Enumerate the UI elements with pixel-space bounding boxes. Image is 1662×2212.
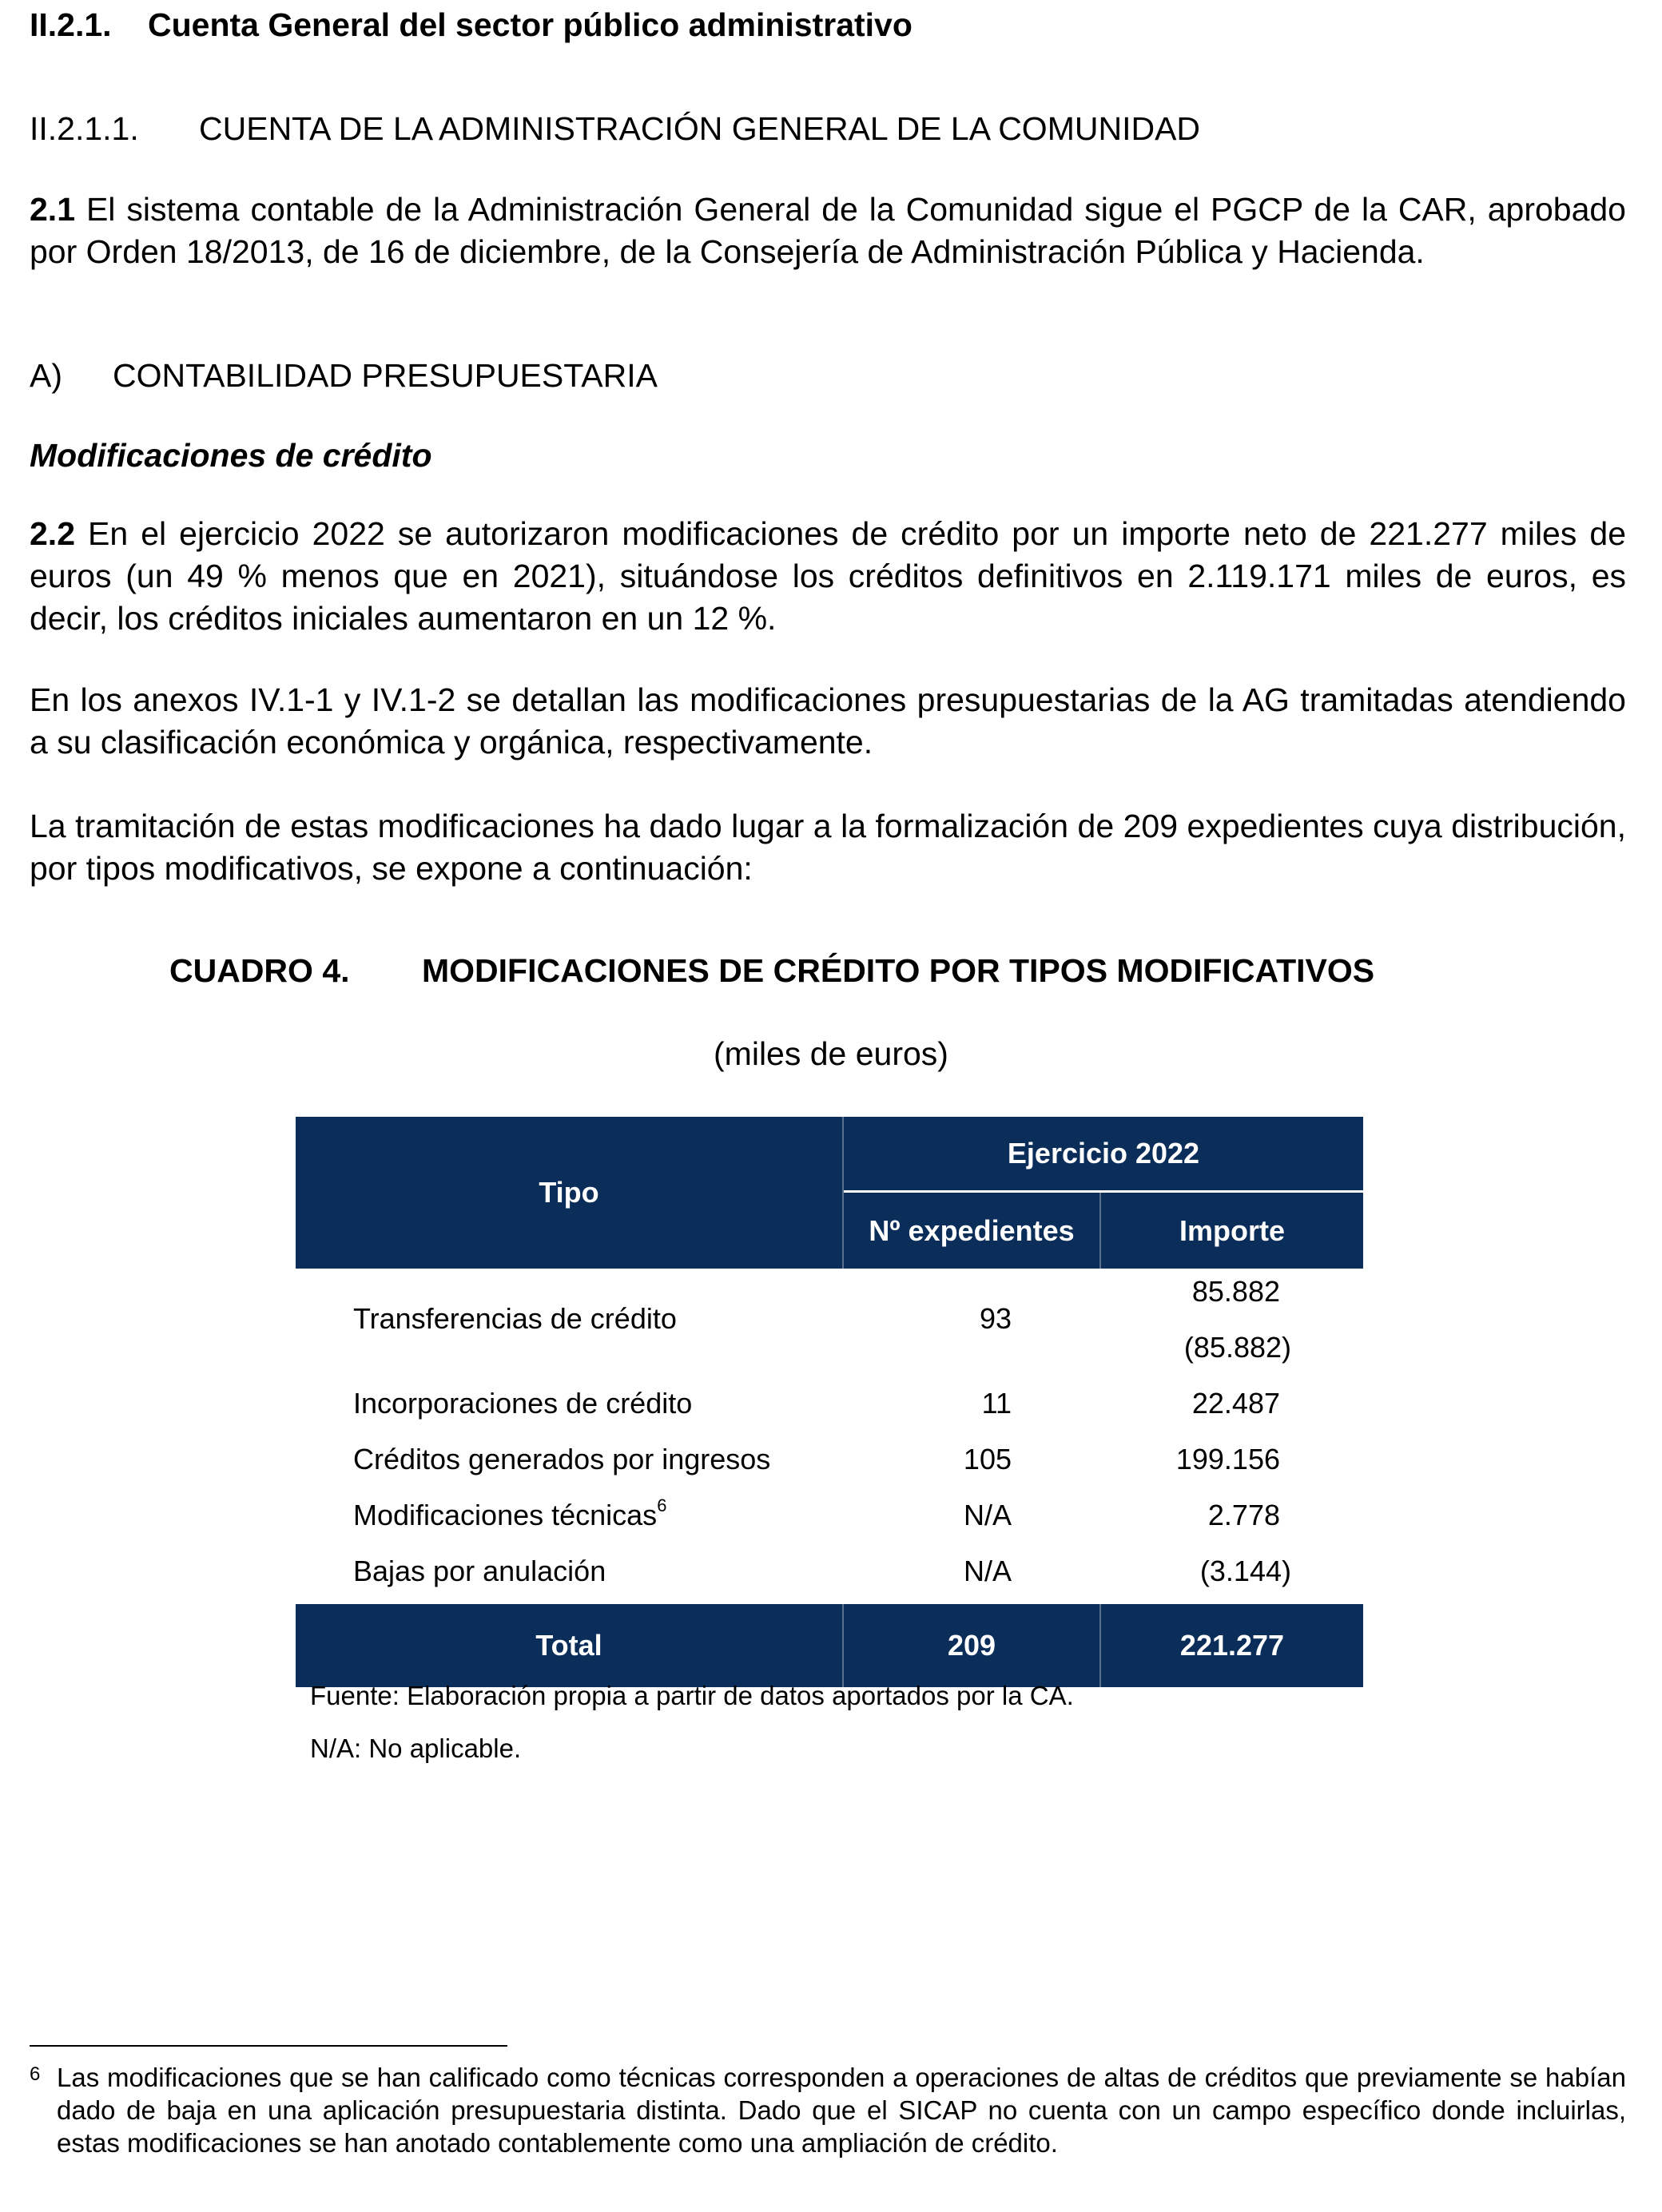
paragraph-2-2	[30, 513, 1626, 640]
table-source-note: Fuente: Elaboración propia a partir de datos aportados por la CA.	[310, 1681, 1074, 1710]
total-expedientes: 209	[844, 1604, 1101, 1687]
table-number: CUADRO 4.	[169, 952, 350, 989]
section-a-title: CONTABILIDAD PRESUPUESTARIA	[113, 357, 658, 394]
row-importe: 22.487	[1191, 1387, 1280, 1420]
header-ejercicio: Ejercicio 2022	[844, 1117, 1363, 1193]
header-importe: Importe	[1179, 1213, 1285, 1247]
row-tipo-text: Modificaciones técnicas	[353, 1499, 658, 1531]
row-tipo	[353, 1495, 667, 1532]
row-tipo: Bajas por anulación	[353, 1555, 606, 1587]
row-importe-negative: (85.882)	[1183, 1331, 1291, 1364]
row-expedientes: N/A	[963, 1555, 1012, 1587]
footnote-divider	[30, 2045, 507, 2047]
table-body	[296, 1269, 1363, 1604]
row-tipo: Incorporaciones de crédito	[353, 1387, 693, 1420]
section-number: II.2.1.	[30, 6, 112, 43]
paragraph-anexos: En los anexos IV.1-1 y IV.1-2 se detallan las modificaciones presupuestarias de la AG tramitadas atendiendo a su clasificación económica y orgánica, respectivamente.	[30, 681, 1626, 760]
row-tipo: Créditos generados por ingresos	[353, 1443, 771, 1475]
table-title: MODIFICACIONES DE CRÉDITO POR TIPOS MODIFICATIVOS	[422, 952, 1375, 989]
table-caption	[169, 952, 1374, 990]
row-expedientes: 105	[963, 1443, 1012, 1475]
footnote-mark: 6	[30, 2063, 41, 2085]
modificaciones-table	[296, 1117, 1363, 1687]
row-importe: 2.778	[1207, 1499, 1280, 1531]
paragraph-text: En el ejercicio 2022 se autorizaron modificaciones de crédito por un importe neto de 221.277 miles de euros (un 49 % menos que en 2021), situándose los créditos definitivos en 2.119.171 miles de euros, es decir, los créditos iniciales aumentaron en un 12 %.	[30, 515, 1626, 637]
footnote-text: Las modificaciones que se han calificado como técnicas corresponden a operaciones de altas de créditos que previamente se habían dado de baja en una aplicación presupuestaria distinta. Dado que el SICAP no cuenta con un campo específico donde incluirlas, estas modificaciones se han anotado contablemente como una ampliación de crédito.	[57, 2063, 1626, 2158]
paragraph-tramitacion: La tramitación de estas modificaciones ha dado lugar a la formalización de 209 expedientes cuya distribución, por tipos modificativos, se expone a continuación:	[30, 808, 1626, 887]
table-total-row	[296, 1604, 1363, 1687]
subsection-heading	[30, 110, 1200, 148]
row-expedientes: 11	[981, 1387, 1012, 1420]
subsection-number: II.2.1.1.	[30, 110, 139, 147]
row-expedientes: 93	[979, 1302, 1012, 1335]
row-expedientes: N/A	[963, 1499, 1012, 1531]
total-importe: 221.277	[1179, 1629, 1285, 1662]
footnote-ref: 6	[657, 1495, 667, 1515]
paragraph-2-1	[30, 189, 1626, 273]
section-a-letter: A)	[30, 357, 62, 394]
table-units: (miles de euros)	[714, 1035, 948, 1072]
section-title: Cuenta General del sector público administrativo	[148, 6, 913, 43]
header-expedientes: Nº expedientes	[844, 1193, 1101, 1269]
footnote	[30, 2061, 1626, 2159]
header-tipo: Tipo	[296, 1117, 844, 1269]
paragraph-text: El sistema contable de la Administración General de la Comunidad sigue el PGCP de la CAR, aprobado por Orden 18/2013, de 16 de diciembre, de la Consejería de Administración Pública y Hacienda.	[30, 191, 1626, 270]
subsection-title: CUENTA DE LA ADMINISTRACIÓN GENERAL DE LA COMUNIDAD	[199, 110, 1201, 147]
row-tipo: Transferencias de crédito	[353, 1302, 677, 1335]
total-label: Total	[296, 1604, 844, 1687]
paragraph-number: 2.1	[30, 191, 75, 228]
table-na-note: N/A: No aplicable.	[310, 1733, 522, 1763]
table-header	[296, 1117, 1363, 1269]
row-importe: 199.156	[1175, 1443, 1280, 1475]
section-heading	[30, 6, 913, 44]
paragraph-number: 2.2	[30, 515, 75, 552]
row-importe: 85.882	[1191, 1275, 1280, 1308]
section-a-heading	[30, 357, 658, 395]
subheading-modificaciones: Modificaciones de crédito	[30, 437, 432, 474]
row-importe: (3.144)	[1199, 1555, 1291, 1587]
